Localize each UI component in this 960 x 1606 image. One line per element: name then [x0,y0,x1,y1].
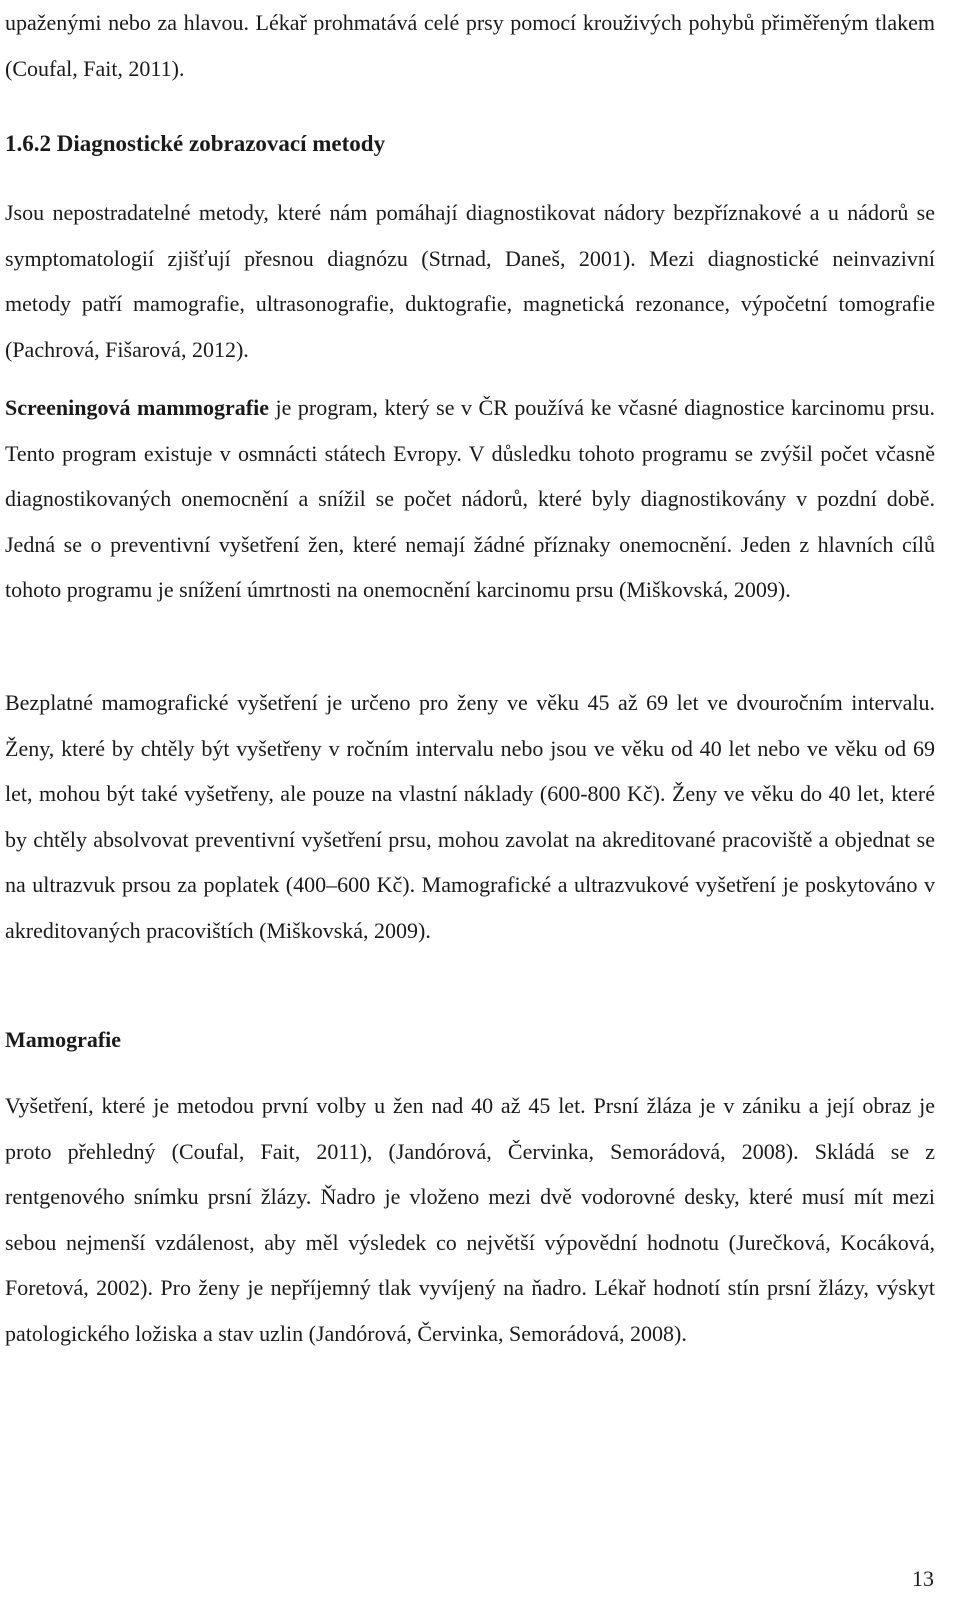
paragraph-screening [5,385,935,613]
paragraph-mamografie: Vyšetření, které je metodou první volby u žen nad 40 až 45 let. Prsní žláza je v zániku a její obraz je proto přehledný (Coufal, Fait, 2011), (Jandórová, Červinka, Semorádová, 2008). Skládá se z rentgenového snímku prsní žlázy. Ňadro je vloženo mezi dvě vodorovné desky, které musí mít mezi sebou nejmenší vzdálenost, aby měl výsledek co největší výpovědní hodnotu (Jurečková, Kocáková, Foretová, 2002). Pro ženy je nepříjemný tlak vyvíjený na ňadro. Lékař hodnotí stín prsní žlázy, výskyt patologického ložiska a stav uzlin (Jandórová, Červinka, Semorádová, 2008). [5,1093,935,1346]
section-heading: 1.6.2 Diagnostické zobrazovací metody [5,131,386,156]
page-number: 13 [912,1566,934,1591]
screening-text: je program, který se v ČR používá ke včasné diagnostice karcinomu prsu. Tento program existuje v osmnácti státech Evropy. V důsledku tohoto programu se zvýšil počet včasně diagnostikovaných onemocnění a snížil se počet nádorů, které byly diagnostikovány v pozdní době. Jedná se o preventivní vyšetření žen, které nemají žádné příznaky onemocnění. Jeden z hlavních cílů tohoto programu je snížení úmrtnosti na onemocnění karcinomu prsu (Miškovská, 2009). [5,395,935,602]
top-paragraph: upaženými nebo za hlavou. Lékař prohmatává celé prsy pomocí krouživých pohybů přiměřeným tlakem (Coufal, Fait, 2011). [5,10,935,81]
paragraph-diagnostic-methods: Jsou nepostradatelné metody, které nám pomáhají diagnostikovat nádory bezpříznakové a u nádorů se symptomatologií zjišťují přesnou diagnózu (Strnad, Daneš, 2001). Mezi diagnostické neinvazivní metody patří mamografie, ultrasonografie, duktografie, magnetická rezonance, výpočetní tomografie (Pachrová, Fišarová, 2012). [5,200,935,362]
subheading-mamografie: Mamografie [5,1027,122,1052]
screening-term: Screeningová mammografie [5,395,269,420]
paragraph-free-exam: Bezplatné mamografické vyšetření je určeno pro ženy ve věku 45 až 69 let ve dvouročním intervalu. Ženy, které by chtěly být vyšetřeny v ročním intervalu nebo jsou ve věku od 40 let nebo ve věku od 69 let, mohou být také vyšetřeny, ale pouze na vlastní náklady (600-800 Kč). Ženy ve věku do 40 let, které by chtěly absolvovat preventivní vyšetření prsu, mohou zavolat na akreditované pracoviště a objednat se na ultrazvuk prsou za poplatek (400–600 Kč). Mamografické a ultrazvukové vyšetření je poskytováno v akreditovaných pracovištích (Miškovská, 2009). [5,690,935,943]
